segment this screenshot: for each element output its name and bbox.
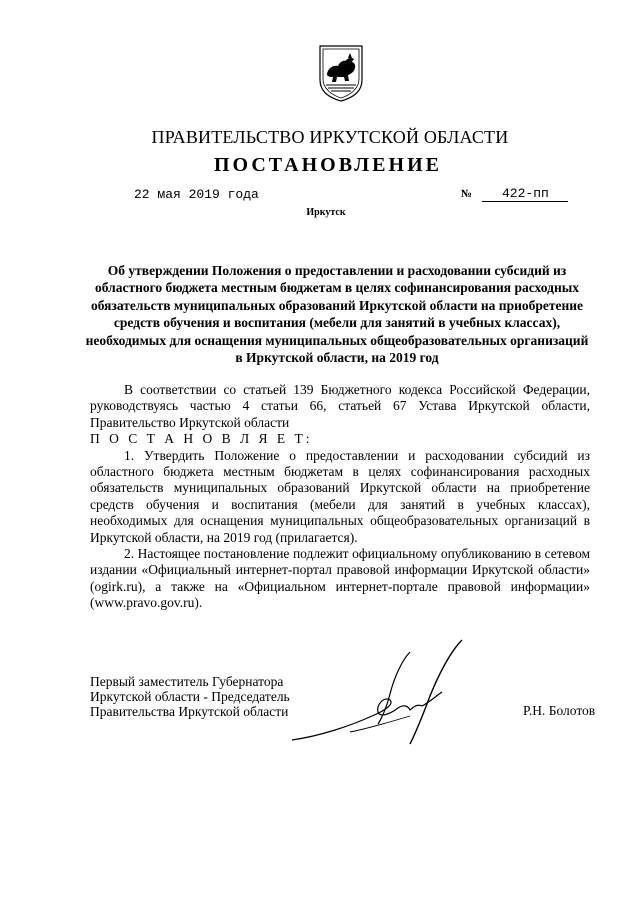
position-line-1: Первый заместитель Губернатора (90, 674, 284, 689)
number-value: 422-пп (482, 186, 568, 202)
signatory-position (90, 674, 290, 719)
document-date: 22 мая 2019 года (134, 187, 259, 202)
document-city: Иркутск (306, 207, 346, 218)
signatory-name: Р.Н. Болотов (523, 703, 596, 718)
document-body (90, 382, 590, 612)
resolves-word: П О С Т А Н О В Л Я Е Т: (90, 431, 313, 447)
document-type: ПОСТАНОВЛЕНИЕ (214, 154, 442, 176)
document-subject: Об утверждении Положения о предоставлении и расходовании субсидий из областного бюджета местным бюджетам в целях софинансирования расходных обязательств муниципальных образований Иркутской области на приобретение средств обучения и воспитания (мебели для занятий в учебных классах), необходимых для оснащения муниципальных общеобразовательных организаций в Иркутской области, на 2019 год (85, 263, 589, 366)
position-line-3: Правительства Иркутской области (90, 704, 289, 719)
item-1-paragraph: 1. Утвердить Положение о предоставлении и расходовании субсидий из областного бюджета местным бюджетам в целях софинансирования расходных обязательств муниципальных образований Иркутской области на приобретение средств обучения и воспитания (мебели для занятий в учебных классах), необходимых для оснащения муниципальных общеобразовательных организаций в Иркутской области, на 2019 год (прилагается). (90, 447, 590, 545)
handwritten-signature-icon (290, 632, 480, 752)
document-number (461, 186, 601, 202)
coat-of-arms-icon (318, 44, 364, 102)
number-sign: № (461, 188, 473, 200)
preamble-paragraph: В соответствии со статьей 139 Бюджетного кодекса Российской Федерации, руководствуясь частью 4 статьи 66, статьей 67 Устава Иркутской области, Правительство Иркутской области (90, 382, 590, 430)
government-name: ПРАВИТЕЛЬСТВО ИРКУТСКОЙ ОБЛАСТИ (151, 127, 509, 147)
position-line-2: Иркутской области - Председатель (90, 689, 290, 704)
item-2-paragraph: 2. Настоящее постановление подлежит официальному опубликованию в сетевом издании «Официальный интернет-портал правовой информации Иркутской области» (ogirk.ru), а также на «Официальном интернет-портале правовой информации» (www.pravo.gov.ru). (90, 546, 590, 611)
